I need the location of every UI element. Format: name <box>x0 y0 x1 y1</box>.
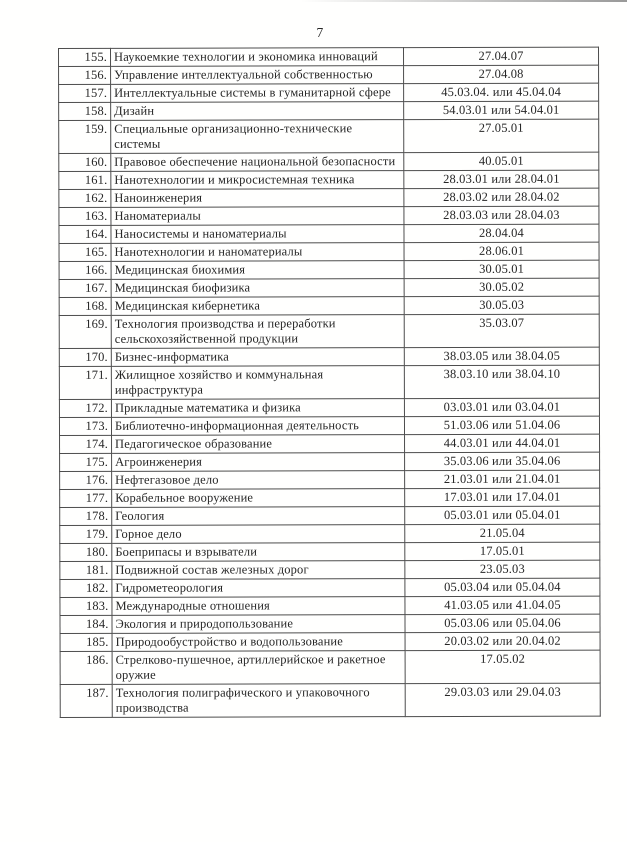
row-number: 187. <box>60 684 112 717</box>
table-row <box>59 101 599 120</box>
specialty-code: 29.03.03 или 29.04.03 <box>405 683 600 717</box>
specialty-code: 38.03.10 или 38.04.10 <box>404 365 599 399</box>
table-row <box>59 170 599 189</box>
specialty-code: 05.03.01 или 05.04.01 <box>405 506 600 525</box>
table-row <box>59 65 599 84</box>
specialty-code: 17.05.01 <box>405 542 600 561</box>
specialty-name: Наукоемкие технологии и экономика инноваций <box>111 48 404 67</box>
table-row <box>59 260 599 279</box>
row-number: 155. <box>59 48 111 66</box>
table-row <box>60 506 600 525</box>
specialty-code: 17.03.01 или 17.04.01 <box>405 488 600 507</box>
table-row <box>59 314 599 348</box>
specialty-code: 27.05.01 <box>404 119 599 153</box>
row-number: 169. <box>59 315 111 348</box>
table-row <box>59 47 599 66</box>
row-number: 175. <box>60 453 112 471</box>
specialty-code: 21.03.01 или 21.04.01 <box>405 470 600 489</box>
row-number: 168. <box>59 297 111 315</box>
specialty-name: Медицинская биохимия <box>111 261 404 280</box>
row-number: 178. <box>60 507 112 525</box>
row-number: 181. <box>60 561 112 579</box>
table-row <box>59 83 599 102</box>
row-number: 184. <box>60 615 112 633</box>
row-number: 183. <box>60 597 112 615</box>
specialty-name: Технология производства и переработки сельскохозяйственной продукции <box>111 315 404 349</box>
table-row <box>60 470 600 489</box>
row-number: 156. <box>59 66 111 84</box>
specialty-code: 30.05.02 <box>404 278 599 297</box>
specialty-name: Гидрометеорология <box>112 579 405 598</box>
specialty-code: 21.05.04 <box>405 524 600 543</box>
specialty-name: Технология полиграфического и упаковочного производства <box>112 684 405 718</box>
specialty-name: Боеприпасы и взрыватели <box>112 543 405 562</box>
specialty-code: 05.03.06 или 05.04.06 <box>405 614 600 633</box>
specialty-name: Экология и природопользование <box>112 615 405 634</box>
table-row <box>59 398 599 417</box>
table-row <box>59 152 599 171</box>
row-number: 172. <box>59 399 111 417</box>
table-row <box>59 188 599 207</box>
row-number: 179. <box>60 525 112 543</box>
specialty-name: Горное дело <box>112 525 405 544</box>
specialty-name: Геология <box>112 507 405 526</box>
row-number: 159. <box>59 120 111 153</box>
row-number: 170. <box>59 348 111 366</box>
specialty-code: 23.05.03 <box>405 560 600 579</box>
specialty-name: Корабельное вооружение <box>112 489 405 508</box>
table-row <box>60 650 600 684</box>
specialty-code: 27.04.08 <box>404 65 599 84</box>
specialty-code: 30.05.03 <box>404 296 599 315</box>
specialty-name: Медицинская кибернетика <box>111 297 404 316</box>
specialty-code: 45.03.04. или 45.04.04 <box>404 83 599 102</box>
row-number: 185. <box>60 633 112 651</box>
scan-artifact <box>300 0 627 2</box>
row-number: 174. <box>60 435 112 453</box>
table-row <box>59 119 599 153</box>
row-number: 164. <box>59 225 111 243</box>
table-row <box>59 296 599 315</box>
specialty-code: 35.03.07 <box>404 314 599 348</box>
table-row <box>59 242 599 261</box>
specialty-name: Медицинская биофизика <box>111 279 404 298</box>
table-row <box>60 542 600 561</box>
row-number: 180. <box>60 543 112 561</box>
specialties-table <box>58 47 601 718</box>
table-row <box>59 365 599 399</box>
table-row <box>59 416 599 435</box>
specialty-name: Управление интеллектуальной собственностью <box>111 66 404 85</box>
specialty-name: Наноматериалы <box>111 207 404 226</box>
row-number: 165. <box>59 243 111 261</box>
table-row <box>60 614 600 633</box>
table-row <box>60 452 600 471</box>
specialty-code: 28.03.02 или 28.04.02 <box>404 188 599 207</box>
specialty-name: Дизайн <box>111 102 404 121</box>
table-row <box>59 278 599 297</box>
specialty-code: 28.06.01 <box>404 242 599 261</box>
specialty-name: Нефтегазовое дело <box>112 471 405 490</box>
table-row <box>60 632 600 651</box>
row-number: 182. <box>60 579 112 597</box>
specialty-name: Жилищное хозяйство и коммунальная инфраструктура <box>111 366 404 400</box>
row-number: 167. <box>59 279 111 297</box>
specialty-name: Нанотехнологии и наноматериалы <box>111 243 404 262</box>
specialty-name: Наноинженерия <box>111 189 404 208</box>
table-row <box>60 683 600 717</box>
table-row <box>60 596 600 615</box>
specialty-code: 03.03.01 или 03.04.01 <box>404 398 599 417</box>
specialty-code: 27.04.07 <box>404 47 599 66</box>
row-number: 162. <box>59 189 111 207</box>
specialty-code: 51.03.06 или 51.04.06 <box>404 416 599 435</box>
specialty-code: 28.03.01 или 28.04.01 <box>404 170 599 189</box>
specialty-name: Специальные организационно-технические системы <box>111 120 404 154</box>
specialty-name: Интеллектуальные системы в гуманитарной сфере <box>111 84 404 103</box>
row-number: 166. <box>59 261 111 279</box>
table-row <box>59 224 599 243</box>
row-number: 186. <box>60 651 112 684</box>
table-row <box>60 488 600 507</box>
specialty-name: Нанотехнологии и микросистемная техника <box>111 171 404 190</box>
row-number: 177. <box>60 489 112 507</box>
table-row <box>60 560 600 579</box>
table-row <box>60 434 600 453</box>
row-number: 158. <box>59 102 111 120</box>
row-number: 160. <box>59 153 111 171</box>
specialty-name: Правовое обеспечение национальной безопасности <box>111 153 404 172</box>
specialty-name: Природообустройство и водопользование <box>112 633 405 652</box>
specialty-code: 17.05.02 <box>405 650 600 684</box>
specialty-code: 54.03.01 или 54.04.01 <box>404 101 599 120</box>
row-number: 161. <box>59 171 111 189</box>
row-number: 163. <box>59 207 111 225</box>
specialty-name: Международные отношения <box>112 597 405 616</box>
specialty-name: Наносистемы и наноматериалы <box>111 225 404 244</box>
specialty-name: Агроинженерия <box>112 453 405 472</box>
table-row <box>60 524 600 543</box>
table-row <box>60 578 600 597</box>
specialty-code: 44.03.01 или 44.04.01 <box>405 434 600 453</box>
specialty-name: Прикладные математика и физика <box>111 399 404 418</box>
specialty-name: Педагогическое образование <box>112 435 405 454</box>
table-row <box>59 206 599 225</box>
specialty-code: 41.03.05 или 41.04.05 <box>405 596 600 615</box>
specialty-code: 30.05.01 <box>404 260 599 279</box>
specialty-code: 35.03.06 или 35.04.06 <box>405 452 600 471</box>
row-number: 176. <box>60 471 112 489</box>
specialty-code: 40.05.01 <box>404 152 599 171</box>
specialty-code: 38.03.05 или 38.04.05 <box>404 347 599 366</box>
specialty-code: 05.03.04 или 05.04.04 <box>405 578 600 597</box>
page-number: 7 <box>316 25 324 40</box>
row-number: 171. <box>59 366 111 399</box>
row-number: 173. <box>59 417 111 435</box>
specialty-code: 28.03.03 или 28.04.03 <box>404 206 599 225</box>
specialty-name: Библиотечно-информационная деятельность <box>111 417 404 436</box>
table-row <box>59 347 599 366</box>
specialty-code: 28.04.04 <box>404 224 599 243</box>
specialty-name: Бизнес-информатика <box>111 348 404 367</box>
specialty-code: 20.03.02 или 20.04.02 <box>405 632 600 651</box>
specialty-name: Подвижной состав железных дорог <box>112 561 405 580</box>
specialty-name: Стрелково-пушечное, артиллерийское и ракетное оружие <box>112 651 405 685</box>
row-number: 157. <box>59 84 111 102</box>
